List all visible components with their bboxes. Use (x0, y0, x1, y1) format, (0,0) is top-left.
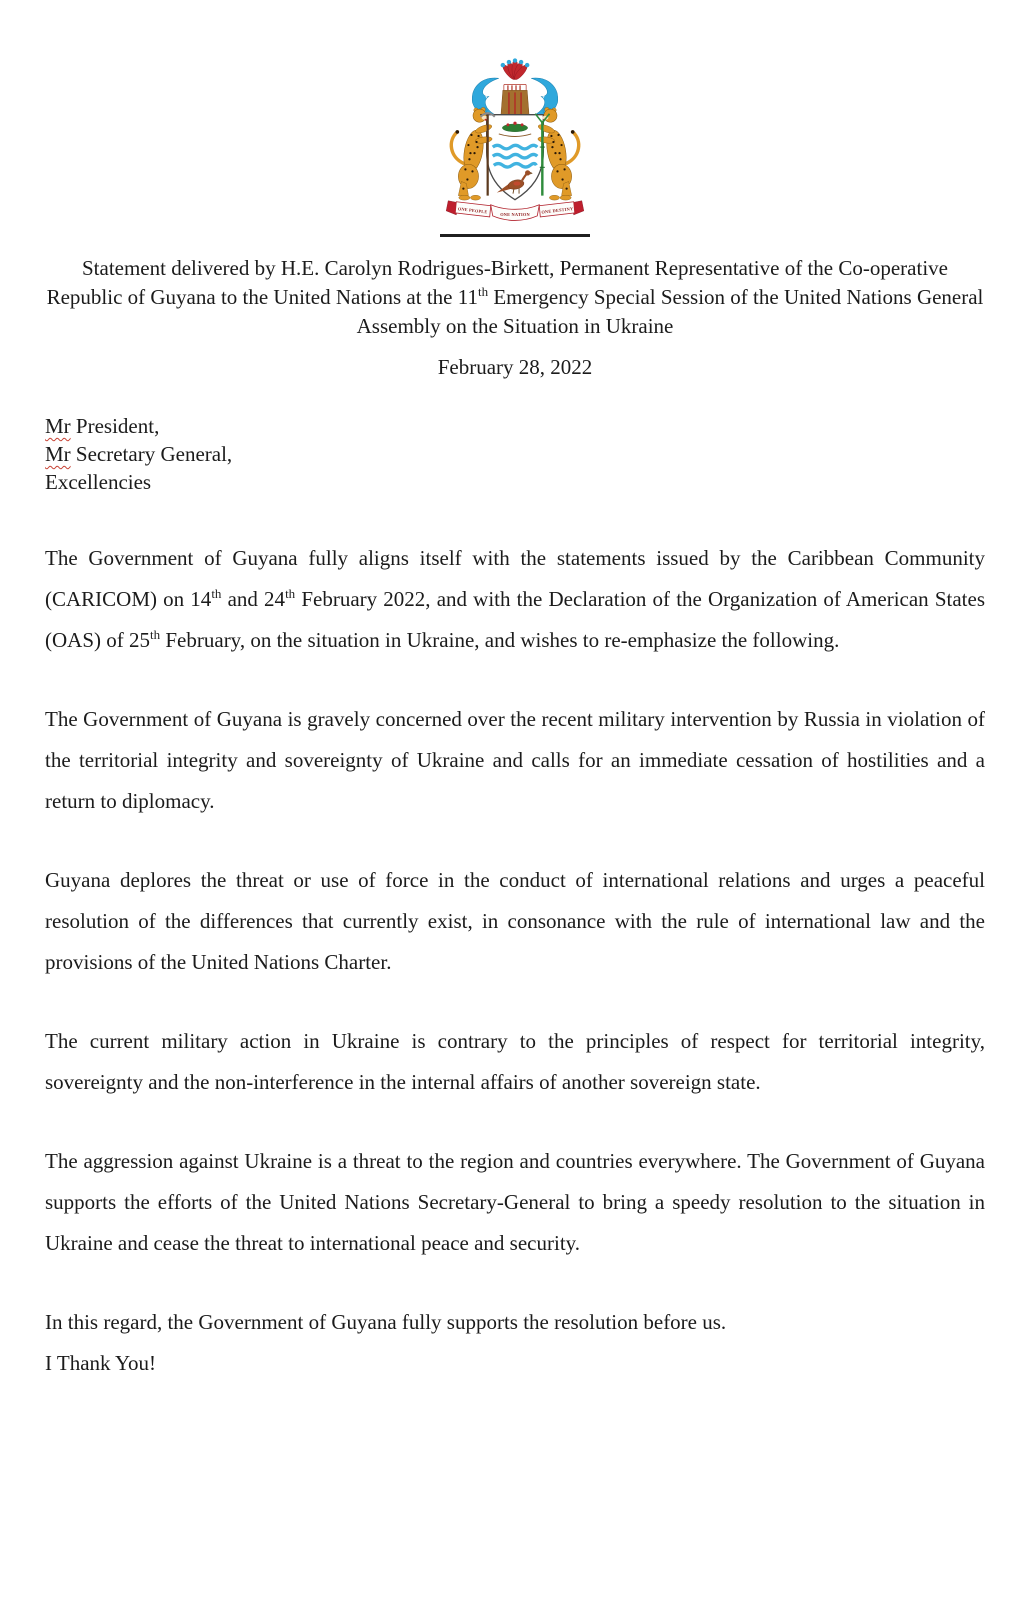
crown-icon (501, 58, 530, 91)
emblem-section (45, 0, 985, 237)
body-paragraph: The aggression against Ukraine is a threat to the region and countries everywhere. The Government of Guyana supports the efforts of the United Nations Secretary-General to bring a speedy resolution to the situation in Ukraine and cease the threat to international peace and security. (45, 1149, 985, 1255)
misspelled-word: Mr (45, 442, 71, 466)
emblem-underline (440, 234, 590, 237)
shield-icon (487, 115, 544, 200)
salutation-line (45, 468, 985, 496)
closing-section (45, 1302, 985, 1384)
salutation-line (45, 412, 985, 440)
salutation-text: Excellencies (45, 470, 152, 494)
motto-right: ONE DESTINY (541, 206, 574, 215)
guyana-coat-of-arms (433, 56, 597, 224)
body-paragraph: The current military action in Ukraine is contrary to the principles of respect for territorial integrity, sovereignty and the non-interference in the internal affairs of another sovereign state. (45, 1029, 985, 1094)
salutation (45, 412, 985, 496)
motto-ribbon (446, 201, 584, 221)
thanks-line: I Thank You! (45, 1351, 157, 1375)
document-date: February 28, 2022 (437, 355, 593, 379)
motto-center: ONE NATION (500, 211, 530, 217)
motto-left: ONE PEOPLE (457, 206, 488, 215)
body-paragraph: The Government of Guyana fully aligns itself with the statements issued by the Caribbean Community (CARICOM) on 14th and 24th February 2022, and with the Declaration of the Organization of American States (OAS) of 25th February, on the situation in Ukraine, and wishes to re-emphasize the following. (45, 546, 985, 652)
misspelled-word: Mr (45, 414, 71, 438)
closing-line: In this regard, the Government of Guyana fully supports the resolution before us. (45, 1310, 727, 1334)
salutation-text: Secretary General, (75, 442, 233, 466)
salutation-text: President, (75, 414, 160, 438)
document-title: Statement delivered by H.E. Carolyn Rodrigues-Birkett, Permanent Representative of the Co-operative Republic of Guyana to the United Nations at the 11th Emergency Special Session of the United Nations General Assembly on the Situation in Ukraine (46, 256, 984, 338)
body-paragraph: Guyana deplores the threat or use of force in the conduct of international relations and urges a peaceful resolution of the differences that currently exist, in consonance with the rule of international law and the provisions of the United Nations Charter. (45, 868, 985, 974)
body-paragraph: The Government of Guyana is gravely concerned over the recent military intervention by Russia in violation of the territorial integrity and sovereignty of Ukraine and calls for an immediate cessation of hostilities and a return to diplomacy. (45, 707, 985, 813)
salutation-line (45, 440, 985, 468)
